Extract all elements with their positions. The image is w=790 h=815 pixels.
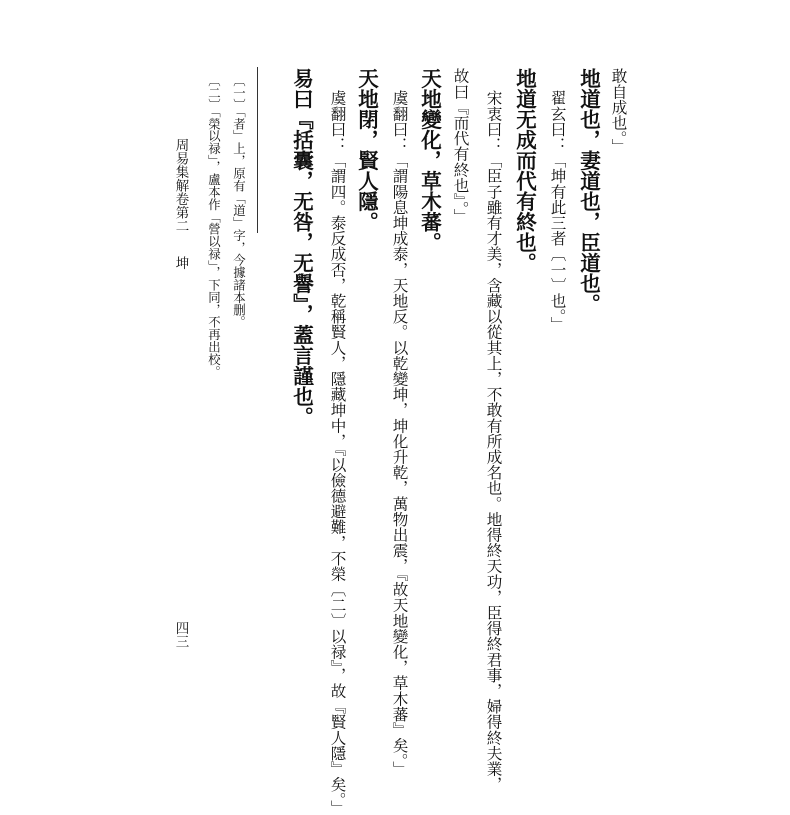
text-column-1: 敢自成也。」 (609, 68, 628, 154)
footnote-divider (257, 67, 258, 233)
text-column-3: 翟玄曰：「坤有此三者〔一〕也。」 (548, 90, 567, 332)
footnote-1: 〔一〕「者」上，原有「道」字，今據諸本删。 (231, 74, 247, 329)
text-column-10: 虞翻曰：「謂四。泰反成否，乾稱賢人，隱藏坤中，『以儉德避難，不榮〔二〕以禄』，故『賢人隱』矣。」 (328, 90, 347, 815)
text-column-4: 地道无成而代有終也。 (512, 68, 537, 273)
text-column-2: 地道也，妻道也，臣道也。 (576, 68, 601, 314)
text-column-8: 虞翻曰：「謂陽息坤成泰，天地反。以乾變坤，坤化升乾，萬物出震，『故天地變化，草木蕃』矣。」 (390, 90, 409, 777)
text-column-7: 天地變化，草木蕃。 (417, 68, 442, 253)
text-column-6: 故曰『而代有終也』。」 (451, 68, 470, 224)
text-column-9: 天地閉，賢人隱。 (354, 68, 379, 232)
footnote-2: 〔二〕「榮以禄」，盧本作「營以禄」，下同，不再出校。 (206, 74, 222, 378)
chapter-title: 坤 (172, 256, 189, 270)
page-number: 四三 (172, 621, 189, 648)
text-column-5: 宋衷曰：「臣子雖有才美，含藏以從其上，不敢有所成名也。地得終天功，臣得終君事，婦得終夫業， (484, 90, 503, 792)
book-title: 周易集解卷第二 (172, 138, 189, 233)
text-column-11: 易曰『括囊，无咎，无譽』，蓋言謹也。 (289, 68, 314, 427)
